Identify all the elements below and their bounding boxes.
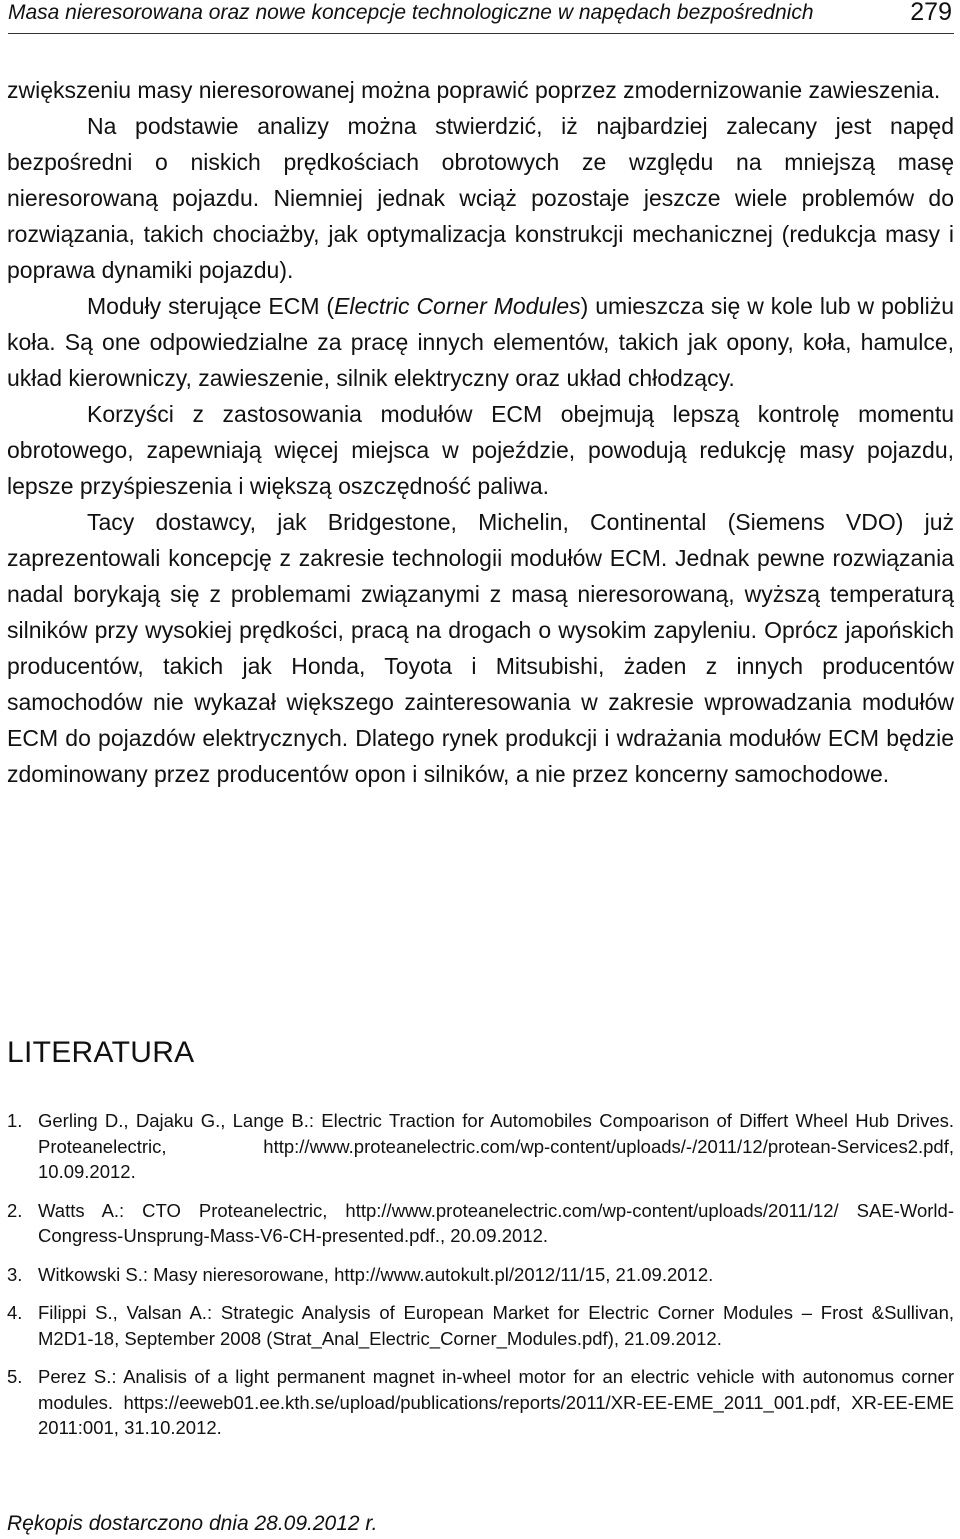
reference-text: Filippi S., Valsan A.: Strategic Analysis of European Market for Electric Corner Modules – Frost &Sullivan, M2D1-18, September 2008 (Strat_Anal_Electric_Corner_Modules.pdf), 21.09.2012. [38, 1302, 954, 1349]
reference-text: Witkowski S.: Masy nieresorowane, http://www.autokult.pl/2012/11/15, 21.09.2012. [38, 1263, 714, 1285]
paragraph-ecm-text-after: ) umieszcza się w kole lub w pobliżu koła. Są one odpowiedzialne za pracę innych elementów, takich jak opony, koła, hamulce, układ kierowniczy, zawieszenie, silnik elektryczny oraz układ chłodzący. [7, 293, 954, 391]
body-text [7, 72, 954, 792]
reference-item [7, 1364, 954, 1441]
reference-item [7, 1198, 954, 1249]
reference-number: 5. [7, 1366, 23, 1387]
page-number: 279 [910, 0, 952, 26]
reference-number: 2. [7, 1199, 23, 1221]
received-date-note: Rękopis dostarczono dnia 28.09.2012 r. [7, 1512, 378, 1535]
reference-number: 3. [7, 1263, 23, 1285]
paragraph-ecm-term: Electric Corner Modules [334, 293, 581, 319]
reference-item [7, 1262, 954, 1288]
literature-heading: LITERATURA [7, 1036, 195, 1069]
reference-number: 1. [7, 1110, 23, 1131]
running-header [8, 0, 954, 34]
paragraph-ecm-text-before: Moduły sterujące ECM ( [87, 293, 335, 319]
reference-number: 4. [7, 1302, 23, 1323]
reference-text: Gerling D., Dajaku G., Lange B.: Electric Traction for Automobiles Compoarison of Differt Wheel Hub Drives. Proteanelectric, http://www.proteanelectric.com/wp-content/uploads/-/2011/12/protean-Services2.pdf, 10.09.2012. [38, 1110, 954, 1182]
paragraph-suppliers: Tacy dostawcy, jak Bridgestone, Michelin, Continental (Siemens VDO) już zaprezentowali koncepcję z zakresie technologii modułów ECM. Jednak pewne rozwiązania nadal borykają się z problemami związanymi z masą nieresorowaną, wyższą temperaturą silników przy wysokiej prędkości, pracą na drogach o wysokim zapyleniu. Oprócz japońskich producentów, takich jak Honda, Toyota i Mitsubishi, żaden z innych producentów samochodów nie wykazał większego zainteresowania w zakresie wprowadzania modułów ECM do pojazdów elektrycznych. Dlatego rynek produkcji i wdrażania modułów ECM będzie zdominowany przez producentów opon i silników, a nie przez koncerny samochodowe. [7, 509, 954, 787]
running-title: Masa nieresorowana oraz nowe koncepcje technologiczne w napędach bezpośrednich [8, 1, 814, 24]
reference-text: Perez S.: Analisis of a light permanent magnet in-wheel motor for an electric vehicle with autonomus corner modules. https://eeweb01.ee.kth.se/upload/publications/reports/2011/XR-EE-EME_2011_001.pdf, XR-EE-EME 2011:001, 31.10.2012. [38, 1366, 954, 1438]
paragraph-conclusion: Na podstawie analizy można stwierdzić, iż najbardziej zalecany jest napęd bezpośredni o niskich prędkościach obrotowych ze względu na mniejszą masę nieresorowaną pojazdu. Niemniej jednak wciąż pozostaje jeszcze wiele problemów do rozwiązania, takich chociażby, jak optymalizacja konstrukcji mechanicznej (redukcja masy i poprawa dynamiki pojazdu). [7, 113, 954, 283]
paragraph-continuation: zwiększeniu masy nieresorowanej można poprawić poprzez zmodernizowanie zawieszenia. [7, 77, 941, 103]
paragraph-benefits: Korzyści z zastosowania modułów ECM obejmują lepszą kontrolę momentu obrotowego, zapewniają więcej miejsca w pojeździe, powodują redukcję masy pojazdu, lepsze przyśpieszenia i większą oszczędność paliwa. [7, 401, 954, 499]
reference-list [7, 1108, 954, 1454]
reference-text: Watts A.: CTO Proteanelectric, http://www.proteanelectric.com/wp-content/uploads/2011/12/ SAE-World-Congress-Unsprung-Mass-V6-CH-presented.pdf., 20.09.2012. [38, 1199, 954, 1246]
reference-item [7, 1300, 954, 1351]
reference-item [7, 1108, 954, 1185]
paragraph-ecm-modules [7, 288, 954, 396]
